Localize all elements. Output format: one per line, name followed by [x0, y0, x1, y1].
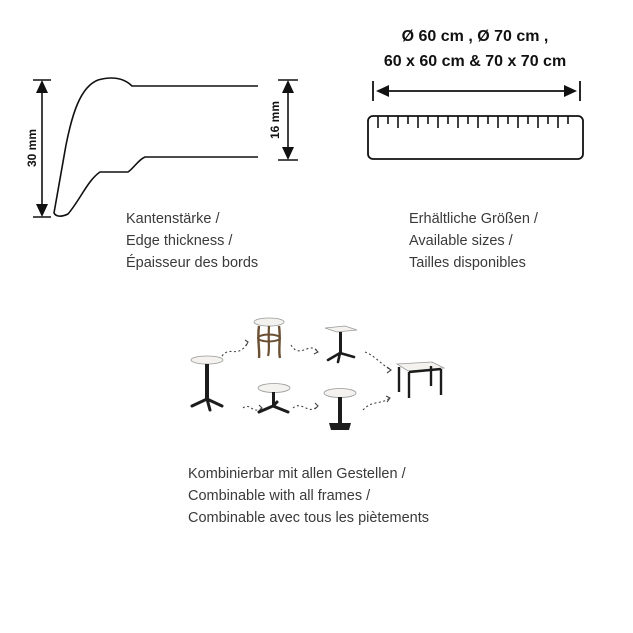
table-round-square-base [324, 389, 356, 431]
ruler-icon [368, 116, 583, 159]
caption-line: Tailles disponibles [409, 255, 526, 271]
caption-line: Kombinierbar mit allen Gestellen / [188, 466, 406, 482]
frames-caption [188, 463, 429, 529]
edge-profile-outline [54, 78, 258, 216]
table-low-round-tripod [258, 384, 290, 413]
table-bentwood [254, 318, 284, 358]
thickness-label: 16 mm [268, 100, 282, 140]
connector-2 [291, 345, 318, 352]
size-arrow [373, 81, 580, 101]
caption-line: Erhältliche Größen / [409, 211, 538, 227]
table-square-tripod [325, 326, 357, 362]
caption-line: Edge thickness / [126, 233, 233, 249]
frames-illustration [191, 318, 444, 430]
caption-line: Available sizes / [409, 233, 513, 249]
sizes-square: 60 x 60 cm & 70 x 70 cm [383, 53, 567, 70]
sizes-round: Ø 60 cm , Ø 70 cm , [401, 28, 549, 45]
connector-1 [222, 342, 248, 356]
height-label: 30 mm [25, 128, 39, 168]
table-four-leg [397, 362, 444, 398]
edge-thickness-caption [126, 208, 258, 274]
connector-5 [293, 406, 318, 410]
table-tall-pedestal [191, 356, 223, 410]
caption-line: Kantenstärke / [126, 211, 220, 227]
connector-6 [363, 398, 390, 410]
connector-4 [243, 406, 262, 410]
caption-line: Épaisseur des bords [126, 255, 259, 271]
caption-line: Combinable avec tous les piètements [188, 510, 429, 526]
available-sizes-text [355, 24, 595, 74]
available-sizes-caption [409, 208, 538, 274]
caption-line: Combinable with all frames / [188, 488, 371, 504]
